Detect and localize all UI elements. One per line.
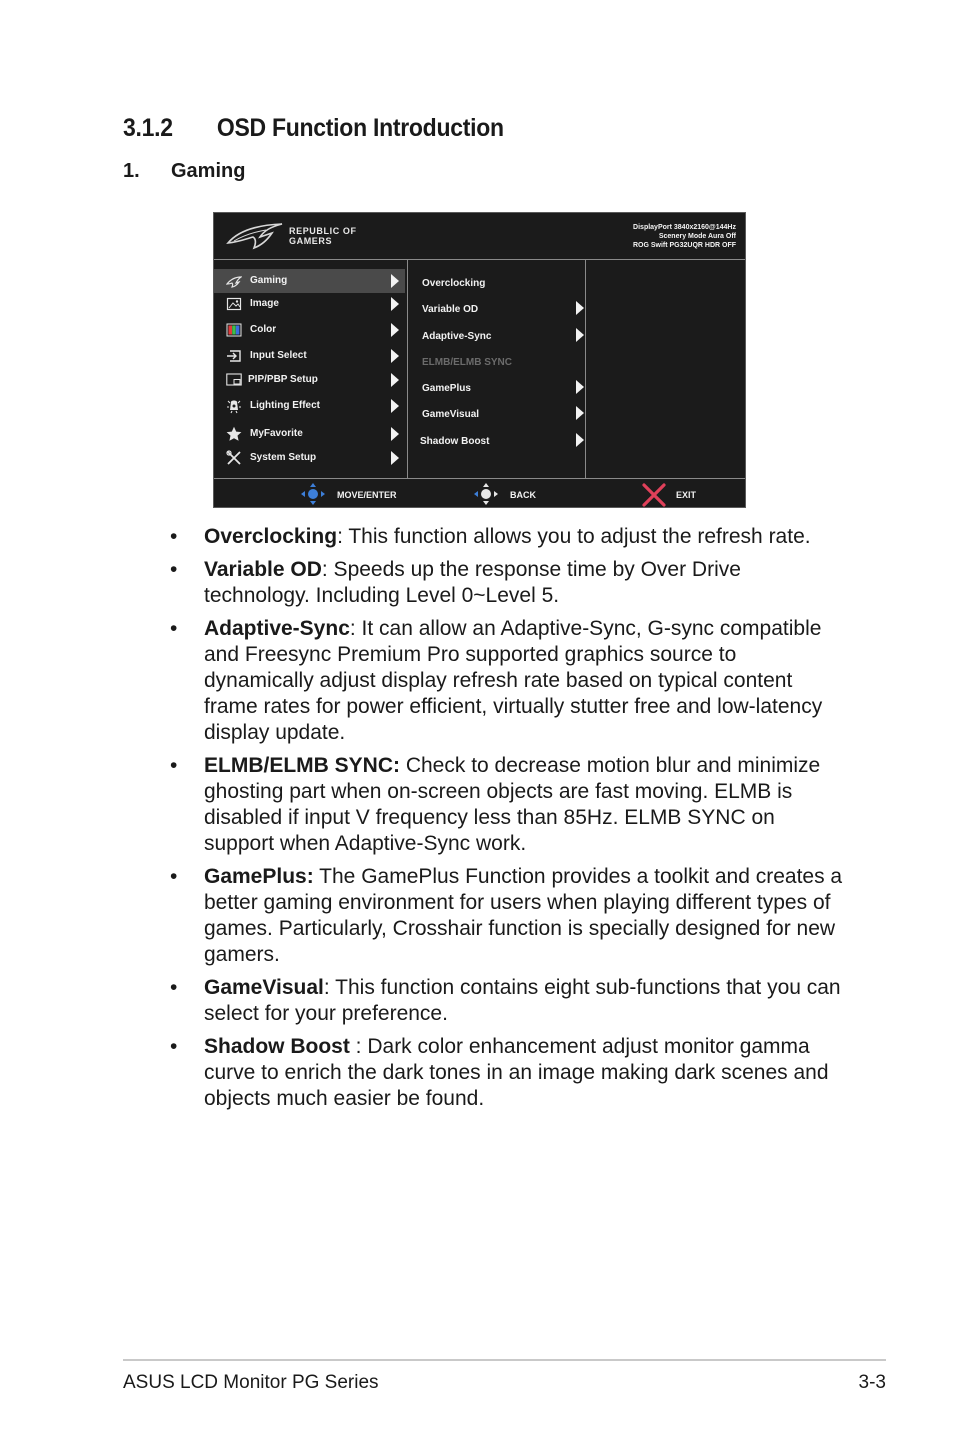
menu-item-label: System Setup (250, 452, 317, 463)
list-item (170, 557, 850, 609)
back-label: BACK (510, 490, 536, 500)
chevron-right-icon (391, 399, 399, 413)
menu-item-image[interactable] (214, 292, 405, 316)
menu-item-label: Image (250, 298, 279, 309)
menu-item-gaming[interactable] (214, 269, 405, 293)
chevron-right-icon (576, 301, 584, 315)
close-icon (642, 483, 666, 507)
feature-list (170, 524, 850, 1119)
description: : Dark color enhancement adjust monitor gamma curve to enrich the dark tones in an image making dark scenes and objects much easier be found. (204, 1035, 829, 1110)
subsection-number: 1. (123, 160, 140, 182)
joystick-back-icon (473, 482, 499, 506)
section-title-text: OSD Function Introduction (216, 114, 504, 142)
chevron-right-icon (391, 274, 399, 288)
bullet: • (170, 617, 178, 640)
chevron-right-icon (391, 451, 399, 465)
star-icon (226, 426, 242, 442)
section-number: 3.1.2 (123, 114, 173, 142)
status-model: ROG Swift PG32UQR HDR OFF (632, 242, 736, 249)
submenu-item-gameplus[interactable] (419, 374, 584, 396)
description: Check to decrease motion blur and minimize ghosting part when on-screen objects are fast moving. ELMB is disabled if input V frequency less than 85Hz. ELMB SYNC on support when Adaptive-Sync work. (204, 754, 821, 855)
submenu-item-label: Overclocking (422, 278, 486, 289)
menu-item-input-select[interactable] (214, 344, 405, 368)
section-title (123, 114, 504, 143)
bullet: • (170, 558, 178, 581)
osd-menu-screenshot (213, 212, 746, 508)
menu-item-lighting-effect[interactable] (214, 394, 405, 418)
list-item (170, 753, 850, 857)
bullet: • (170, 754, 178, 777)
move-enter-label: MOVE/ENTER (337, 490, 397, 500)
term: Variable OD (204, 558, 322, 581)
submenu-item-overclocking[interactable] (419, 269, 584, 291)
exit-label: EXIT (676, 490, 697, 500)
footer-divider (123, 1359, 886, 1361)
description: The GamePlus Function provides a toolkit and creates a better gaming environment for users when playing different types of games. Particularly, Crosshair function is specially designed for new gamers. (204, 865, 843, 966)
menu-item-system-setup[interactable] (214, 446, 405, 470)
description: : Speeds up the response time by Over Drive technology. Including Level 0~Level 5. (204, 558, 741, 607)
menu-item-pip-pbp-setup[interactable] (214, 368, 405, 392)
subsection-title (123, 160, 245, 183)
chevron-right-icon (391, 427, 399, 441)
chevron-right-icon (391, 349, 399, 363)
chevron-right-icon (576, 406, 584, 420)
description: : This function allows you to adjust the refresh rate. (337, 525, 811, 548)
description: : It can allow an Adaptive-Sync, G-sync compatible and Freesync Premium Pro supported graphics source to dynamically adjust display refresh rate based on typical content frame rates for power efficient, virtually stutter free and low-latency display update. (204, 617, 823, 744)
list-item (170, 616, 850, 746)
menu-item-label: Gaming (250, 275, 288, 286)
menu-item-label: Lighting Effect (250, 400, 320, 411)
term: Adaptive-Sync (204, 617, 350, 640)
menu-item-color[interactable] (214, 318, 405, 342)
divider (407, 259, 408, 478)
submenu-item-shadow-boost[interactable] (419, 427, 584, 449)
submenu-item-label: ELMB/ELMB SYNC (422, 357, 512, 368)
osd-main-menu (214, 266, 407, 481)
status-input: DisplayPort 3840x2160@144Hz (633, 224, 736, 231)
bullet: • (170, 976, 178, 999)
subsection-title-text: Gaming (171, 160, 246, 182)
submenu-item-elmb-sync (419, 348, 584, 370)
lighting-effect-icon (226, 398, 242, 414)
submenu-item-variable-od[interactable] (419, 295, 584, 317)
term: GamePlus: (204, 865, 314, 888)
page-number: 3-3 (858, 1372, 886, 1393)
gaming-icon (226, 273, 242, 289)
menu-item-label: MyFavorite (250, 428, 303, 439)
rog-brand-text (289, 226, 357, 246)
term: ELMB/ELMB SYNC: (204, 754, 400, 777)
chevron-right-icon (576, 328, 584, 342)
term: Overclocking (204, 525, 338, 548)
rog-logo-icon (226, 221, 286, 251)
bullet: • (170, 525, 178, 548)
menu-item-label: Color (250, 324, 277, 335)
brand-line-1: REPUBLIC OF (289, 226, 357, 236)
brand-line-2: GAMERS (289, 236, 333, 246)
list-item (170, 975, 850, 1027)
chevron-right-icon (391, 297, 399, 311)
footer-product-name: ASUS LCD Monitor PG Series (123, 1372, 379, 1393)
list-item (170, 1034, 850, 1112)
submenu-item-label: Adaptive-Sync (422, 331, 492, 342)
chevron-right-icon (391, 323, 399, 337)
list-item (170, 524, 850, 550)
submenu-item-gamevisual[interactable] (419, 400, 584, 422)
term: GameVisual (204, 976, 324, 999)
menu-item-label: Input Select (250, 350, 307, 361)
bullet: • (170, 865, 178, 888)
submenu-item-label: GameVisual (422, 409, 480, 420)
input-select-icon (226, 348, 242, 364)
chevron-right-icon (576, 380, 584, 394)
bullet: • (170, 1035, 178, 1058)
submenu-item-label: Shadow Boost (420, 436, 490, 447)
joystick-move-icon (300, 482, 326, 506)
menu-item-label: PIP/PBP Setup (248, 374, 318, 385)
submenu-item-label: Variable OD (422, 304, 479, 315)
move-enter-hint (300, 479, 410, 508)
term: Shadow Boost (204, 1035, 350, 1058)
chevron-right-icon (391, 373, 399, 387)
list-item (170, 864, 850, 968)
osd-status (633, 223, 736, 250)
color-icon (226, 322, 242, 338)
status-mode: Scenery Mode Aura Off (658, 233, 736, 240)
description: : This function contains eight sub-functions that you can select for your preference. (204, 976, 841, 1025)
osd-footer (214, 478, 745, 508)
exit-hint (642, 479, 712, 508)
image-icon (226, 296, 242, 312)
menu-item-myfavorite[interactable] (214, 422, 405, 446)
divider (585, 259, 586, 478)
back-hint (473, 479, 553, 508)
pip-pbp-icon (226, 372, 242, 388)
submenu-item-label: GamePlus (422, 383, 471, 394)
osd-header (214, 213, 745, 260)
chevron-right-icon (576, 433, 584, 447)
submenu-item-adaptive-sync[interactable] (419, 322, 584, 344)
system-setup-icon (226, 450, 242, 466)
